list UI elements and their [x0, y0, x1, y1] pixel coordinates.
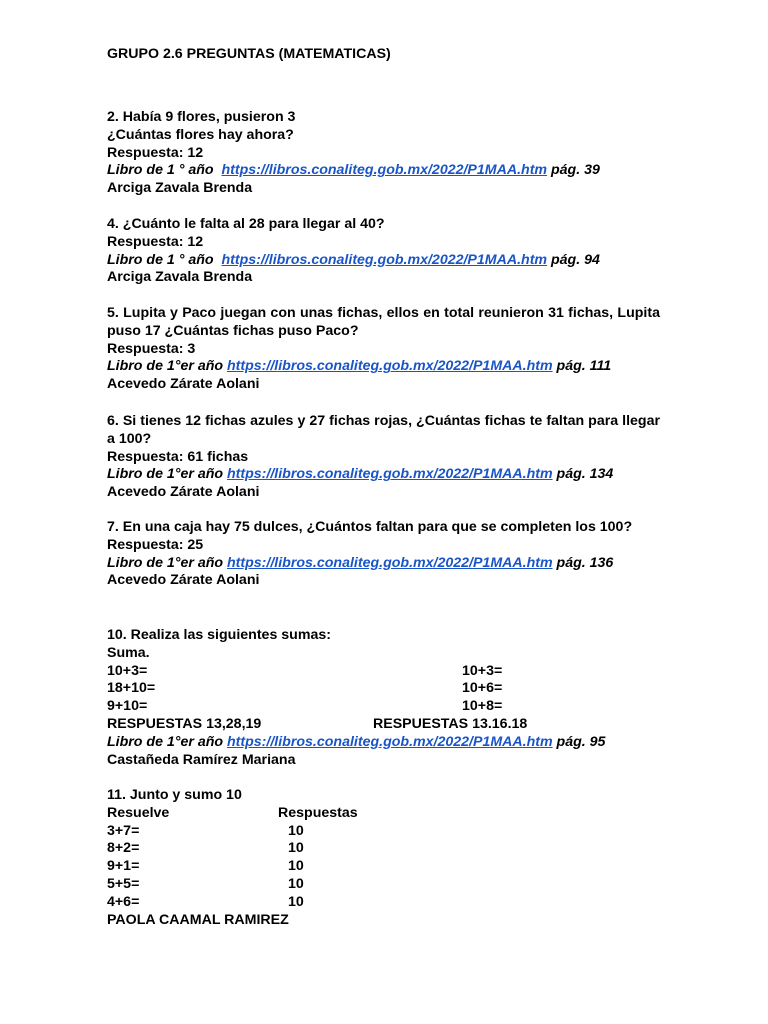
- book-link[interactable]: https://libros.conaliteg.gob.mx/2022/P1MAA.htm: [221, 251, 548, 268]
- sum-operation: 8+2=: [107, 840, 140, 857]
- sum-row: [107, 894, 660, 912]
- question-11: [107, 787, 660, 929]
- sum-row: [107, 858, 660, 876]
- book-link[interactable]: https://libros.conaliteg.gob.mx/2022/P1MAA.htm: [227, 466, 553, 483]
- answer: Respuesta: 61 fichas: [107, 448, 249, 465]
- question-text: 4. ¿Cuánto le falta al 28 para llegar al 40?: [107, 216, 385, 232]
- sum-row: [107, 840, 660, 858]
- author-name: Castañeda Ramírez Mariana: [107, 751, 296, 768]
- book-label: Libro de 1°er año: [107, 466, 224, 483]
- answer: Respuesta: 3: [107, 340, 196, 357]
- sum-left: 9+10=: [107, 698, 148, 715]
- answer: Respuesta: 12: [107, 144, 204, 161]
- column-header-resuelve: Resuelve: [107, 804, 170, 821]
- question-text: ¿Cuántas flores hay ahora?: [107, 126, 294, 143]
- sum-right: 10+3=: [462, 662, 503, 679]
- sum-answer: 10: [288, 893, 304, 910]
- document-title: GRUPO 2.6 PREGUNTAS (MATEMATICAS): [107, 46, 391, 62]
- question-text: 6. Si tienes 12 fichas azules y 27 fichas rojas, ¿Cuántas fichas te faltan para llegar a 100?: [107, 413, 660, 447]
- sum-left: 18+10=: [107, 680, 156, 697]
- book-link[interactable]: https://libros.conaliteg.gob.mx/2022/P1MAA.htm: [227, 733, 553, 750]
- book-link[interactable]: https://libros.conaliteg.gob.mx/2022/P1MAA.htm: [227, 358, 553, 375]
- sum-row: [107, 698, 660, 716]
- sum-left: 10+3=: [107, 662, 148, 679]
- answers-left: RESPUESTAS 13,28,19: [107, 715, 262, 732]
- book-reference: [107, 555, 660, 573]
- question-text: 10. Realiza las siguientes sumas:: [107, 627, 331, 643]
- answer: Respuesta: 12: [107, 233, 204, 250]
- author-name: PAOLA CAAMAL RAMIREZ: [107, 911, 289, 928]
- sum-row: [107, 876, 660, 894]
- book-label: Libro de 1 ° año: [107, 162, 214, 179]
- author-name: Acevedo Zárate Aolani: [107, 484, 260, 501]
- sum-row: [107, 663, 660, 681]
- author-name: Arciga Zavala Brenda: [107, 180, 253, 197]
- book-reference: [107, 162, 660, 180]
- question-5: [107, 305, 660, 394]
- page-number: pág. 39: [551, 162, 600, 179]
- sum-answer: 10: [288, 840, 304, 857]
- question-7: [107, 519, 660, 590]
- book-reference: [107, 358, 660, 376]
- sum-right: 10+8=: [462, 698, 503, 715]
- question-text: 7. En una caja hay 75 dulces, ¿Cuántos faltan para que se completen los 100?: [107, 519, 633, 535]
- book-reference: [107, 466, 660, 484]
- author-name: Acevedo Zárate Aolani: [107, 572, 260, 589]
- book-label: Libro de 1°er año: [107, 554, 224, 571]
- book-label: Libro de 1°er año: [107, 358, 224, 375]
- page-number: pág. 95: [556, 733, 606, 750]
- page-number: pág. 134: [556, 466, 614, 483]
- page-number: pág. 136: [556, 554, 614, 571]
- book-label: Libro de 1 ° año: [107, 251, 214, 268]
- column-header-respuestas: Respuestas: [278, 804, 358, 821]
- book-link[interactable]: https://libros.conaliteg.gob.mx/2022/P1MAA.htm: [221, 162, 548, 179]
- author-name: Acevedo Zárate Aolani: [107, 376, 260, 393]
- answer: Respuesta: 25: [107, 536, 204, 553]
- book-reference: [107, 734, 660, 752]
- answers-right: RESPUESTAS 13.16.18: [373, 715, 528, 732]
- sum-right: 10+6=: [462, 680, 503, 697]
- sum-operation: 3+7=: [107, 822, 140, 839]
- sum-operation: 9+1=: [107, 858, 140, 875]
- question-text: 5. Lupita y Paco juegan con unas fichas, ellos en total reunieron 31 fichas, Lupita puso 17 ¿Cuántas fichas puso Paco?: [107, 305, 660, 339]
- question-10: [107, 627, 660, 769]
- page-number: pág. 94: [551, 251, 600, 268]
- book-reference: [107, 252, 660, 270]
- question-text: 11. Junto y sumo 10: [107, 787, 242, 803]
- book-label: Libro de 1°er año: [107, 733, 224, 750]
- page-number: pág. 111: [556, 358, 612, 375]
- sum-row: [107, 823, 660, 841]
- sum-operation: 4+6=: [107, 893, 140, 910]
- sum-answer: 10: [288, 858, 304, 875]
- sum-operation: 5+5=: [107, 875, 140, 892]
- sum-answer: 10: [288, 875, 304, 892]
- author-name: Arciga Zavala Brenda: [107, 269, 253, 286]
- question-2: [107, 109, 660, 198]
- question-6: [107, 413, 660, 502]
- question-subtitle: Suma.: [107, 644, 150, 661]
- sum-row: [107, 680, 660, 698]
- column-headers: [107, 805, 660, 823]
- sum-answer: 10: [288, 822, 304, 839]
- question-4: [107, 216, 660, 287]
- book-link[interactable]: https://libros.conaliteg.gob.mx/2022/P1MAA.htm: [227, 554, 553, 571]
- question-text: 2. Había 9 flores, pusieron 3: [107, 109, 296, 125]
- answers-row: [107, 716, 660, 734]
